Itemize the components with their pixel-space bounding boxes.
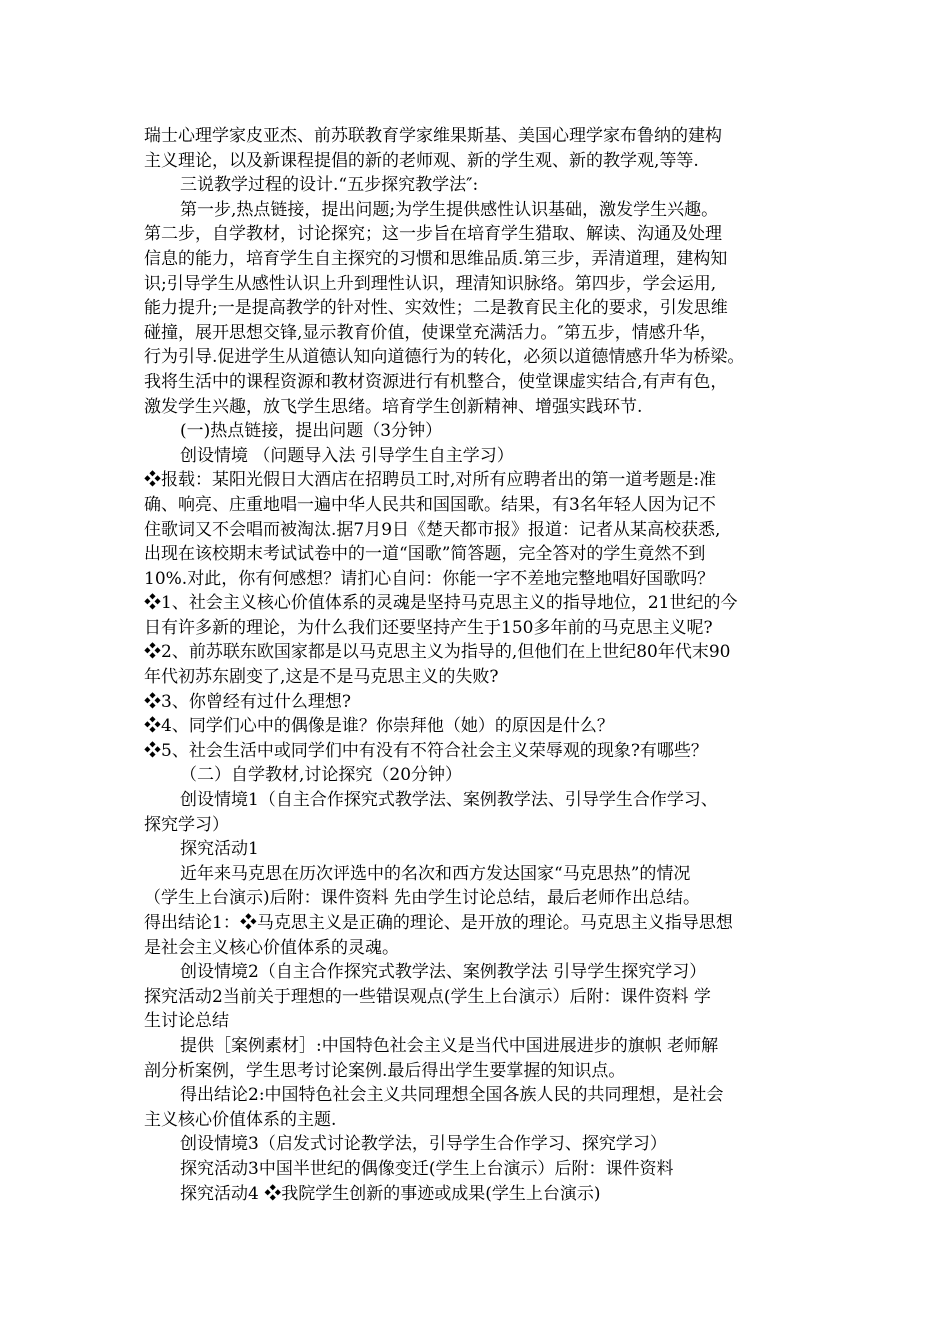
text-line: 行为引导.促进学生从道德认知向道德行为的转化，必须以道德情感升华为桥梁。 xyxy=(144,347,745,368)
text-line: （学生上台演示)后附：课件资料 先由学生讨论总结，最后老师作出总结。 xyxy=(144,888,701,909)
text-line: 得出结论2:中国特色社会主义共同理想全国各族人民的共同理想，是社会 xyxy=(180,1085,724,1106)
text-line: 剖分析案例，学生思考讨论案例.最后得出学生要掌握的知识点。 xyxy=(144,1060,626,1081)
text-line: 瑞士心理学家皮亚杰、前苏联教育学家维果斯基、美国心理学家布鲁纳的建构 xyxy=(144,126,722,146)
text-line: 探究学习） xyxy=(144,814,229,835)
text-line: ❖2、前苏联东欧国家都是以马克思主义为指导的,但他们在上世纪80年代末90 xyxy=(144,642,731,663)
text-line: ❖3、你曾经有过什么理想? xyxy=(144,691,351,712)
text-line: 创设情境 （问题导入法 引导学生自主学习） xyxy=(180,445,514,466)
text-line: (一)热点链接，提出问题（3分钟） xyxy=(180,421,443,442)
text-line: ❖5、社会生活中或同学们中有没有不符合社会主义荣辱观的现象?有哪些？ xyxy=(144,740,708,761)
text-line: 探究活动1 xyxy=(180,839,259,860)
text-line: 10%.对此，你有何感想？请扪心自问：你能一字不差地完整地唱好国歌吗？ xyxy=(144,568,715,589)
text-line: 创设情境3（启发式讨论教学法，引导学生合作学习、探究学习） xyxy=(180,1134,667,1155)
text-line: 创设情境2（自主合作探究式教学法、案例教学法 引导学生探究学习） xyxy=(180,962,707,983)
text-line: ❖报载：某阳光假日大酒店在招聘员工时,对所有应聘者出的第一道考题是:准 xyxy=(144,470,717,491)
text-line: 提供［案例素材］:中国特色社会主义是当代中国进展进步的旗帜 老师解 xyxy=(180,1035,719,1056)
text-line: 得出结论1：❖马克思主义是正确的理论、是开放的理论。马克思主义指导思想 xyxy=(144,913,733,933)
text-line: 我将生活中的课程资源和教材资源进行有机整合，使堂课虚实结合,有声有色， xyxy=(144,371,728,392)
text-line: 三说教学过程的设计.“五步探究教学法″: xyxy=(180,175,479,196)
text-line: 主义理论，以及新课程提倡的新的老师观、新的学生观、新的教学观,等等. xyxy=(144,150,699,171)
text-line: 第二步，自学教材，讨论探究；这一步旨在培育学生猎取、解读、沟通及处理 xyxy=(144,224,722,245)
text-line: 信息的能力，培育学生自主探究的习惯和思维品质.第三步，弄清道理，建构知 xyxy=(144,248,728,269)
text-line: 近年来马克思在历次评选中的名次和西方发达国家“马克思热”的情况 xyxy=(180,863,691,884)
text-line: 生讨论总结 xyxy=(144,1011,229,1032)
text-line: 激发学生兴趣，放飞学生思绪。培育学生创新精神、增强实践环节. xyxy=(144,396,643,417)
text-line: 主义核心价值体系的主题. xyxy=(144,1109,337,1130)
text-line: 确、响亮、庄重地唱一遍中华人民共和国国歌。结果，有3名年轻人因为记不 xyxy=(144,494,716,515)
text-line: 是社会主义核心价值体系的灵魂。 xyxy=(144,937,399,958)
text-line: 碰撞，展开思想交锋,显示教育价值，使课堂充满活力。″第五步，情感升华， xyxy=(144,322,717,343)
text-line: 探究活动4 ❖我院学生创新的事迹或成果(学生上台演示) xyxy=(180,1183,601,1204)
text-line: 探究活动2当前关于理想的一些错误观点(学生上台演示）后附：课件资料 学 xyxy=(144,986,711,1007)
text-line: 住歌词又不会唱而被淘汰.据7月9日《楚天都市报》报道：记者从某高校获悉, xyxy=(144,519,721,540)
text-line: 日有许多新的理论，为什么我们还要坚持产生于150多年前的马克思主义呢? xyxy=(144,617,713,638)
text-line: 能力提升;一是提高教学的针对性、实效性；二是教育民主化的要求，引发思维 xyxy=(144,298,728,319)
text-line: ❖4、同学们心中的偶像是谁？你崇拜他（她）的原因是什么？ xyxy=(144,716,614,737)
text-line: 识;引导学生从感性认识上升到理性认识，理清知识脉络。第四步，学会运用, xyxy=(144,273,717,294)
text-line: （二）自学教材,讨论探究（20分钟） xyxy=(180,765,463,786)
document-page xyxy=(144,124,814,1206)
text-line: 探究活动3中国半世纪的偶像变迁(学生上台演示）后附：课件资料 xyxy=(180,1158,674,1179)
text-line: 年代初苏东剧变了,这是不是马克思主义的失败? xyxy=(144,667,499,688)
text-line: ❖1、社会主义核心价值体系的灵魂是坚持马克思主义的指导地位，21世纪的今 xyxy=(144,593,738,614)
text-line: 第一步,热点链接，提出问题;为学生提供感性认识基础，激发学生兴趣。 xyxy=(180,199,719,220)
text-line: 创设情境1（自主合作探究式教学法、案例教学法、引导学生合作学习、 xyxy=(180,790,718,811)
text-line: 出现在该校期末考试试卷中的一道“国歌”简答题，完全答对的学生竟然不到 xyxy=(144,544,706,565)
